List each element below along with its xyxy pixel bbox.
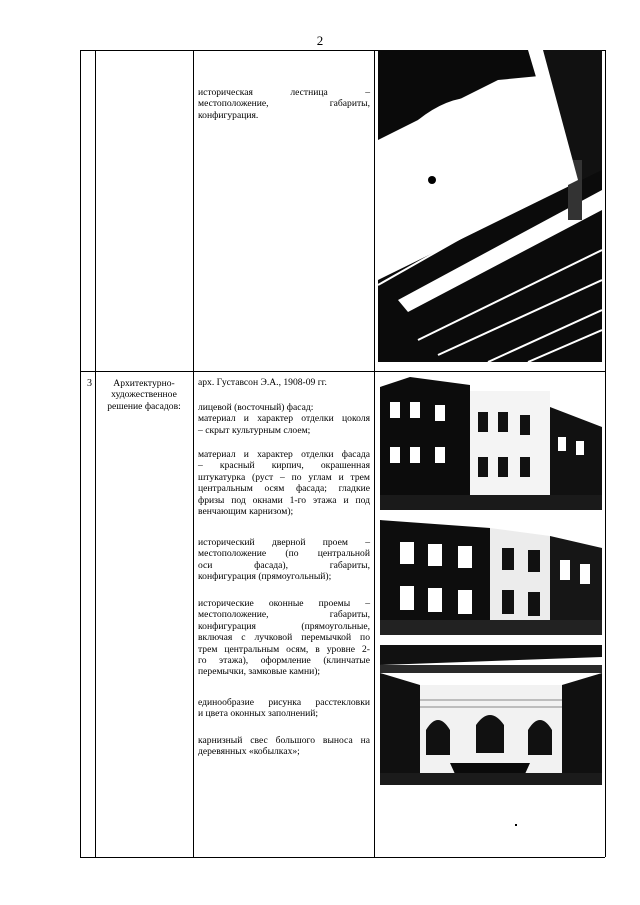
- staircase-photo: [378, 50, 602, 362]
- page-number: 2: [316, 33, 324, 48]
- table-bottom-border: [80, 857, 605, 858]
- text-line: материал и характер отделки фасада: [198, 449, 370, 460]
- author-line: арх. Густавсон Э.А., 1908-09 гг.: [198, 377, 327, 388]
- text-line: центральным осям фасада; гладкие: [198, 483, 370, 495]
- feature-line: Архитектурно-: [113, 378, 175, 389]
- text-line: исторический дверной проем –: [198, 537, 370, 548]
- text-line: лицевой (восточный) фасад:: [198, 402, 314, 413]
- col-border-4: [374, 50, 375, 857]
- row-divider: [80, 371, 605, 372]
- paragraph-windows: [198, 598, 370, 678]
- text-line: историческая лестница –: [198, 87, 370, 98]
- text-line: исторические оконные проемы –: [198, 598, 370, 609]
- text-line: трем центральным осям, в уровне 2-: [198, 643, 370, 655]
- paragraph-glazing: [198, 697, 370, 720]
- facade-photo-full: [380, 377, 602, 510]
- row-number: 3: [87, 378, 92, 389]
- facade-photo-angle: [380, 520, 602, 635]
- col-border-3: [193, 50, 194, 857]
- feature-title: [98, 378, 190, 412]
- col-border-2: [95, 50, 96, 857]
- col-border-5: [605, 50, 606, 857]
- text-line: венчающим карнизом);: [198, 506, 294, 518]
- text-line: фризы под окнами 1-го этажа и под: [198, 494, 370, 506]
- text-line: конфигурация.: [198, 109, 259, 121]
- paragraph-cornice: [198, 735, 370, 758]
- feature-line: решение фасадов:: [107, 400, 181, 412]
- text-line: конфигурация (прямоугольный);: [198, 571, 332, 583]
- paragraph-facade: [198, 402, 370, 436]
- facade-photo-closeup: [380, 645, 602, 785]
- text-line: – скрыт культурным слоем;: [198, 424, 311, 436]
- text-line: го этажа), оформление (клинчатые: [198, 655, 370, 667]
- text-line: местоположение, габариты,: [198, 609, 370, 621]
- text-line: карнизный свес большого выноса на: [198, 735, 370, 746]
- text-line: конфигурация (прямоугольные,: [198, 620, 370, 632]
- text-line: и цвета оконных заполнений;: [198, 708, 319, 720]
- text-line: штукатурка (руст – по углам и трем: [198, 471, 370, 483]
- text-line: местоположение (по центральной: [198, 548, 370, 560]
- scan-dot: [515, 824, 517, 826]
- text-line: включая с лучковой перемычкой по: [198, 632, 370, 644]
- text-line: – красный кирпич, окрашенная: [198, 460, 370, 472]
- text-line: единообразие рисунка расстекловки: [198, 697, 370, 708]
- text-line: местоположение, габариты,: [198, 98, 370, 110]
- text-line: материал и характер отделки цоколя: [198, 413, 370, 425]
- text-line: оси фасада), габариты,: [198, 559, 370, 571]
- text-line: деревянных «кобылках»;: [198, 746, 300, 758]
- feature-line: художественное: [111, 389, 177, 401]
- col-border-1: [80, 50, 81, 857]
- text-line: перемычки, замковые камни);: [198, 666, 321, 678]
- paragraph-material: [198, 449, 370, 517]
- prev-row-text: [198, 87, 370, 121]
- paragraph-door: [198, 537, 370, 583]
